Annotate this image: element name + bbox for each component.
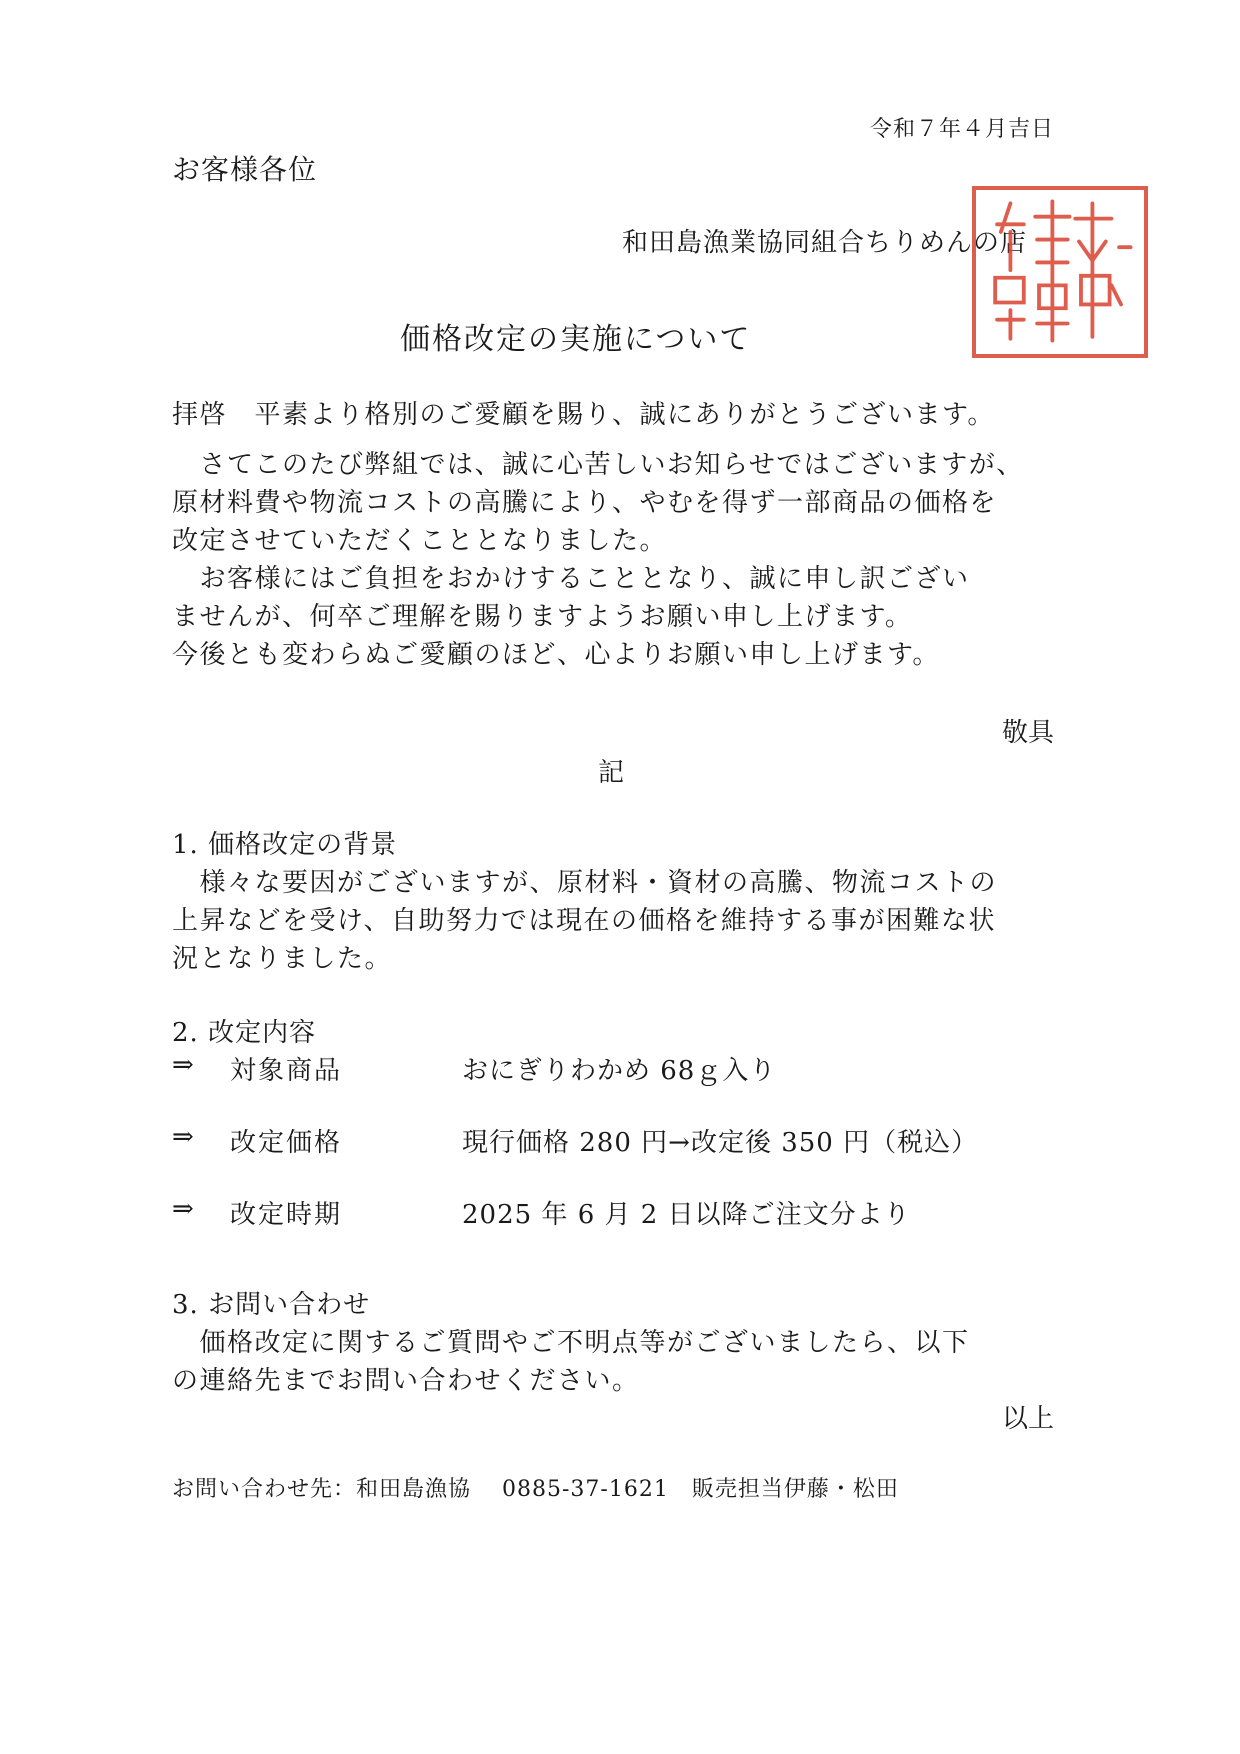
inquiry-line: 価格改定に関するご質問やご不明点等がございましたら、以下 (172, 1328, 970, 1358)
letter-line: 改定させていただくこととなりました。 (172, 526, 668, 556)
background-line: 上昇などを受け、自助努力では現在の価格を維持する事が困難な状 (172, 906, 996, 936)
inquiry-line: の連絡先までお問い合わせください。 (172, 1366, 640, 1396)
arrow-icon: ⇒ (172, 1050, 194, 1080)
background-line: 様々な要因がございますが、原材料・資材の高騰、物流コストの (172, 868, 998, 898)
target-product-label: 対象商品 (230, 1056, 343, 1086)
letter-date: 令和７年４月吉日 (869, 117, 1054, 142)
revised-price-value: 現行価格 280 円→改定後 350 円（税込） (462, 1128, 979, 1158)
revision-date-label: 改定時期 (230, 1200, 343, 1230)
revision-date-value: 2025 年 6 月 2 日以降ご注文分より (462, 1200, 911, 1230)
letter-line: 今後とも変わらぬご愛顧のほど、心よりお願い申し上げます。 (172, 640, 940, 670)
target-product-value: おにぎりわかめ 68ｇ入り (462, 1056, 777, 1086)
background-line: 況となりました。 (172, 944, 393, 974)
closing-ijou: 以上 (1001, 1404, 1054, 1434)
contact-info: お問い合わせ先：和田島漁協 0885-37-1621 販売担当伊藤・松田 (172, 1477, 899, 1502)
letter-line: さてこのたび弊組では、誠に心苦しいお知らせではございますが、 (172, 450, 1024, 480)
seal-stamp-icon (972, 186, 1148, 358)
section-heading-content: 2. 改定内容 (172, 1018, 317, 1048)
arrow-icon: ⇒ (172, 1122, 194, 1152)
revised-price-label: 改定価格 (230, 1128, 343, 1158)
sender-name: 和田島漁業協同組合ちりめんの店 (622, 228, 1028, 258)
section-heading-inquiry: 3. お問い合わせ (172, 1290, 371, 1320)
closing-keigu: 敬具 (1001, 718, 1054, 748)
letter-line: 原材料費や物流コストの高騰により、やむを得ず一部商品の価格を (172, 488, 998, 518)
section-heading-background: 1. 価格改定の背景 (172, 830, 398, 860)
letter-line: お客様にはご負担をおかけすることとなり、誠に申し訳ござい (172, 564, 970, 594)
document-title: 価格改定の実施について (400, 322, 752, 357)
arrow-icon: ⇒ (172, 1194, 194, 1224)
letter-line: ませんが、何卒ご理解を賜りますようお願い申し上げます。 (172, 602, 913, 632)
addressee: お客様各位 (172, 153, 318, 186)
letter-line: 拝啓 平素より格別のご愛顧を賜り、誠にありがとうございます。 (172, 400, 995, 430)
ki-marker: 記 (598, 758, 625, 788)
